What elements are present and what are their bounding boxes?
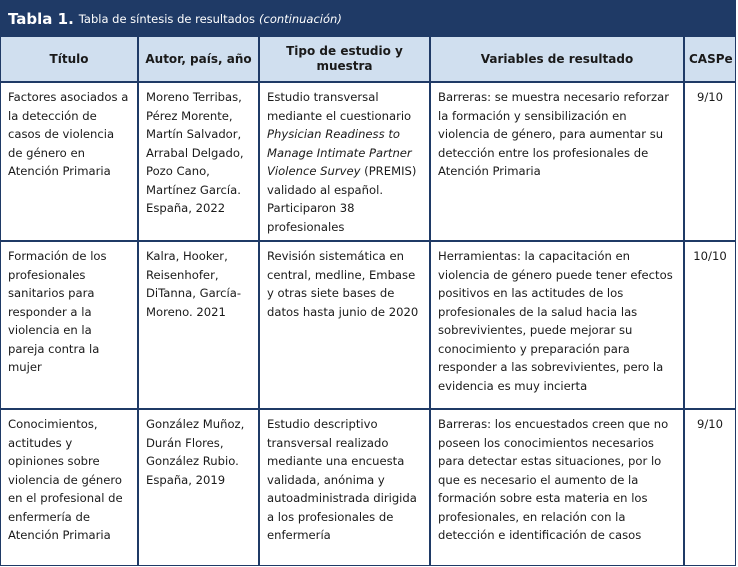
- cell-tipo-survey-name: Physician Readiness to Manage Intimate Partner Violence Survey: [267, 127, 412, 178]
- cell-variables: Barreras: los encuestados creen que no poseen los conocimientos necesarios para detectar estas situaciones, por lo que es necesario el aumento de la formación sobre esta materia en los profesionales, en relación con la detección e identificación de casos: [430, 409, 684, 566]
- header-autor: Autor, país, año: [138, 37, 259, 82]
- results-table: [1, 37, 735, 566]
- header-tipo: Tipo de estudio y muestra: [259, 37, 430, 82]
- header-variables: Variables de resultado: [430, 37, 684, 82]
- header-row: [1, 37, 735, 82]
- cell-autor: Moreno Terribas, Pérez Morente, Martín Salvador, Arrabal Delgado, Pozo Cano, Martínez García. España, 2022: [138, 82, 259, 241]
- cell-autor: González Muñoz, Durán Flores, González Rubio. España, 2019: [138, 409, 259, 566]
- table-row: [1, 409, 735, 566]
- cell-caspe: 9/10: [684, 409, 735, 566]
- cell-tipo: Revisión sistemática en central, medline, Embase y otras siete bases de datos hasta junio de 2020: [259, 241, 430, 409]
- header-caspe: CASPe: [684, 37, 735, 82]
- caption-label: Tabla 1.: [8, 9, 74, 28]
- cell-titulo: Factores asociados a la detección de casos de violencia de género en Atención Primaria: [1, 82, 138, 241]
- caption-text: Tabla de síntesis de resultados: [78, 11, 256, 26]
- table-row: [1, 82, 735, 241]
- cell-titulo: Conocimientos, actitudes y opiniones sobre violencia de género en el profesional de enfermería de Atención Primaria: [8, 417, 123, 542]
- cell-variables: Herramientas: la capacitación en violencia de género puede tener efectos positivos en las actitudes de los profesionales de la salud hacia las sobrevivientes, puede mejorar su conocimiento y preparación para responder a las sobrevivientes, pero la evidencia es muy incierta: [430, 241, 684, 409]
- cell-tipo: [259, 82, 430, 241]
- cell-tipo: Estudio descriptivo transversal realizado mediante una encuesta validada, anónima y autoadministrada dirigida a los profesionales de enfermería: [259, 409, 430, 566]
- table-caption: [1, 0, 735, 37]
- cell-caspe: 10/10: [684, 241, 735, 409]
- table-row: [1, 241, 735, 409]
- cell-autor: Kalra, Hooker, Reisenhofer, DiTanna, García-Moreno. 2021: [138, 241, 259, 409]
- cell-variables: Barreras: se muestra necesario reforzar la formación y sensibilización en violencia de género, para aumentar su detección entre los profesionales de Atención Primaria: [430, 82, 684, 241]
- cell-tipo-text-a: Estudio transversal mediante el cuestionario: [267, 90, 412, 123]
- header-titulo: Título: [1, 37, 138, 82]
- cell-titulo: Formación de los profesionales sanitarios para responder a la violencia en la pareja contra la mujer: [1, 241, 138, 409]
- caption-suffix: (continuación): [259, 11, 342, 26]
- cell-caspe: 9/10: [684, 82, 735, 241]
- cell-tipo-text-b: (PREMIS) validado al español. Participaron 38 profesionales: [267, 164, 417, 234]
